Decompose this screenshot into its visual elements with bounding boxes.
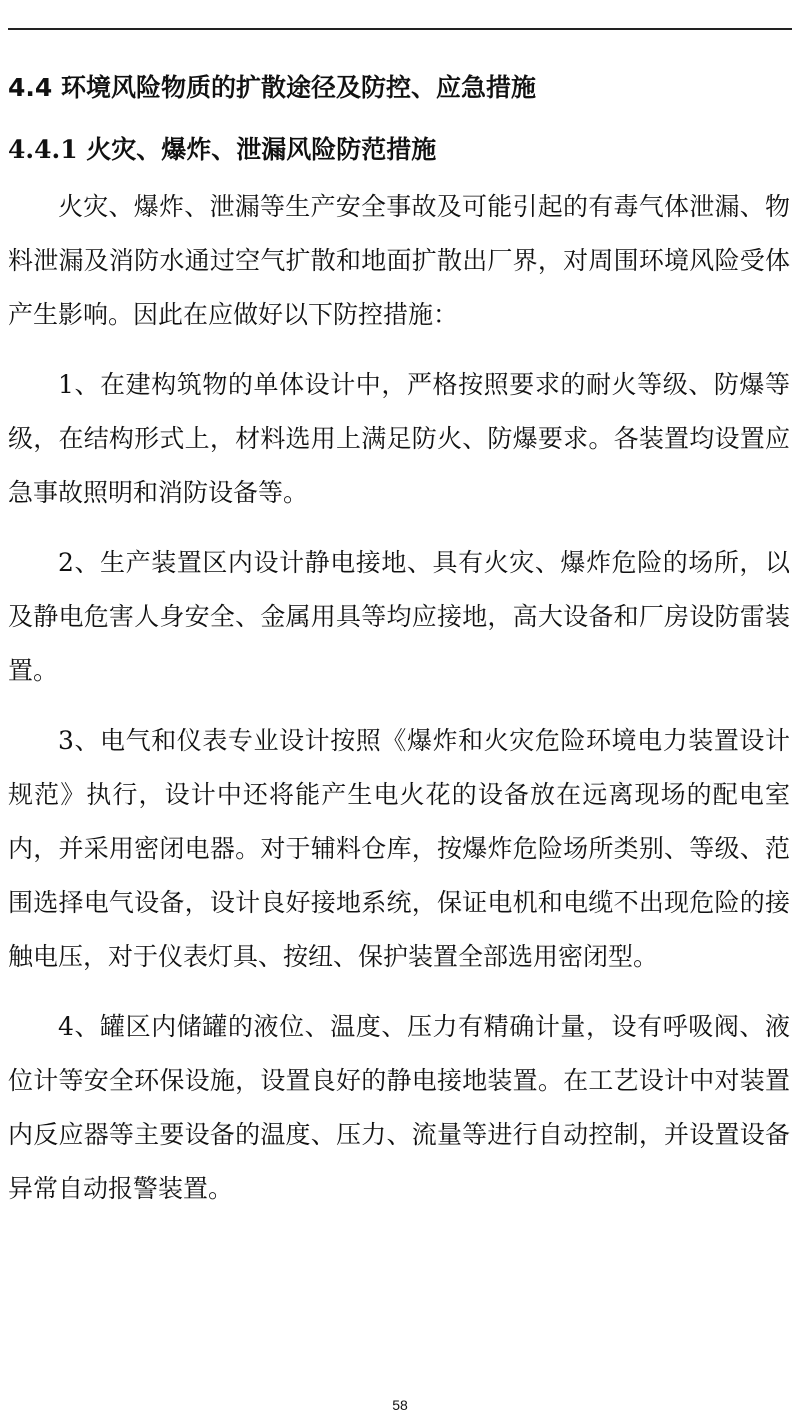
paragraph-item-2: 2、生产装置区内设计静电接地、具有火灾、爆炸危险的场所，以及静电危害人身安全、金属用具等均应接地，高大设备和厂房设防雷装置。	[8, 548, 790, 685]
section-heading: 4.4 环境风险物质的扩散途径及防控、应急措施	[8, 73, 536, 102]
paragraph-item-1: 1、在建构筑物的单体设计中，严格按照要求的耐火等级、防爆等级，在结构形式上，材料选用上满足防火、防爆要求。各装置均设置应急事故照明和消防设备等。	[8, 370, 790, 507]
subsection-heading: 4.4.1 火灾、爆炸、泄漏风险防范措施	[8, 135, 437, 164]
paragraph-item-4: 4、罐区内储罐的液位、温度、压力有精确计量，设有呼吸阀、液位计等安全环保设施，设置良好的静电接地装置。在工艺设计中对装置内反应器等主要设备的温度、压力、流量等进行自动控制，并设置设备异常自动报警装置。	[8, 1012, 790, 1203]
page-number: 58	[392, 1397, 408, 1413]
document-body	[8, 62, 790, 1216]
header-rule	[8, 28, 792, 30]
paragraph-item-3: 3、电气和仪表专业设计按照《爆炸和火灾危险环境电力装置设计规范》执行，设计中还将能产生电火花的设备放在远离现场的配电室内，并采用密闭电器。对于辅料仓库，按爆炸危险场所类别、等级、范围选择电气设备，设计良好接地系统，保证电机和电缆不出现危险的接触电压，对于仪表灯具、按纽、保护装置全部选用密闭型。	[8, 726, 790, 971]
paragraph-intro: 火灾、爆炸、泄漏等生产安全事故及可能引起的有毒气体泄漏、物料泄漏及消防水通过空气扩散和地面扩散出厂界，对周围环境风险受体产生影响。因此在应做好以下防控措施：	[8, 192, 790, 329]
